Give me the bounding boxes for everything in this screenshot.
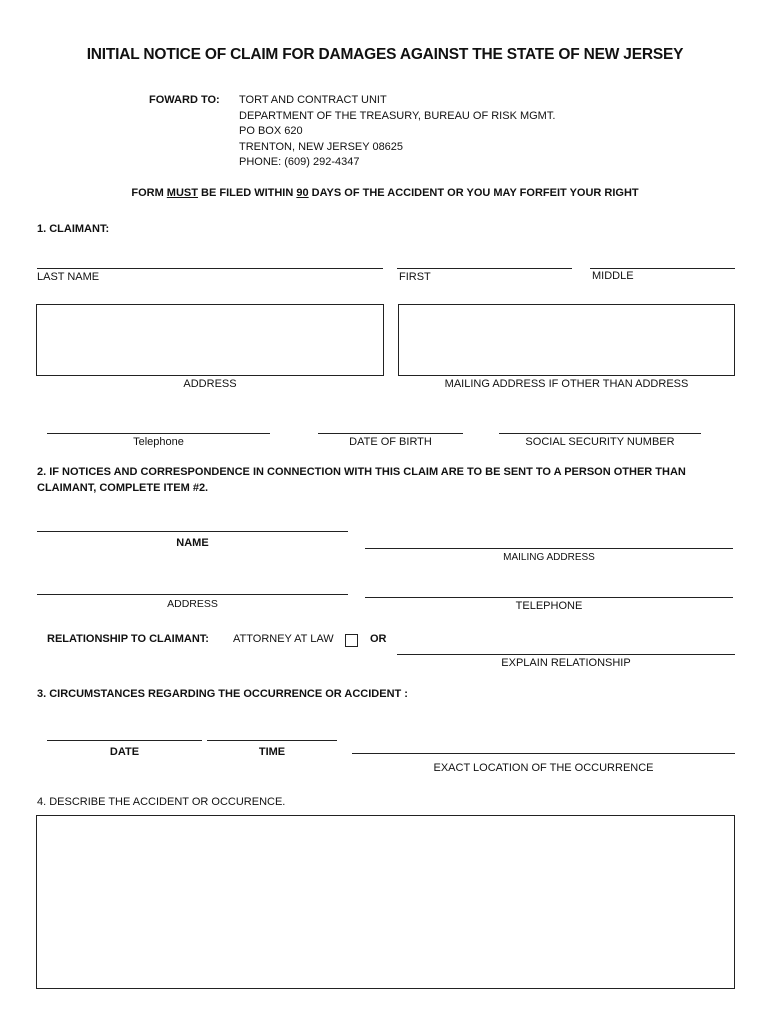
attorney-checkbox[interactable] [345, 634, 358, 647]
occurrence-location-label: EXACT LOCATION OF THE OCCURRENCE [433, 762, 654, 774]
representative-name-label: NAME [176, 537, 209, 549]
representative-telephone-label: TELEPHONE [515, 600, 583, 612]
days-emphasis: 90 [296, 187, 309, 199]
or-label: OR [370, 633, 387, 645]
ssn-field[interactable] [499, 433, 701, 434]
forward-line-3: PO BOX 620 [239, 125, 303, 137]
forward-label: FOWARD TO: [149, 94, 220, 106]
section-4-heading: 4. DESCRIBE THE ACCIDENT OR OCCURENCE. [37, 796, 286, 808]
date-of-birth-label: DATE OF BIRTH [349, 436, 432, 448]
section-3-heading: 3. CIRCUMSTANCES REGARDING THE OCCURRENCE OR ACCIDENT : [37, 688, 408, 700]
occurrence-date-label: DATE [109, 746, 140, 758]
occurrence-date-field[interactable] [47, 740, 202, 741]
representative-mailing-address-field[interactable] [365, 548, 733, 549]
forward-line-1: TORT AND CONTRACT UNIT [239, 94, 387, 106]
explain-relationship-label: EXPLAIN RELATIONSHIP [501, 657, 631, 669]
attorney-label: ATTORNEY AT LAW [233, 633, 334, 645]
first-name-label: FIRST [399, 271, 431, 283]
form-title: INITIAL NOTICE OF CLAIM FOR DAMAGES AGAINST THE STATE OF NEW JERSEY [86, 46, 684, 63]
section-1-heading: 1. CLAIMANT: [37, 223, 110, 235]
forward-line-4: TRENTON, NEW JERSEY 08625 [239, 141, 404, 153]
address-label: ADDRESS [183, 378, 237, 390]
occurrence-time-label: TIME [258, 746, 286, 758]
filing-notice: FORM MUST BE FILED WITHIN 90 DAYS OF THE ACCIDENT OR YOU MAY FORFEIT YOUR RIGHT [131, 187, 639, 199]
address-box[interactable] [36, 304, 384, 376]
forward-line-2: DEPARTMENT OF THE TREASURY, BUREAU OF RISK MGMT. [239, 110, 556, 122]
ssn-label: SOCIAL SECURITY NUMBER [525, 436, 675, 448]
accident-description-box[interactable] [36, 815, 735, 989]
representative-address-label: ADDRESS [167, 598, 218, 610]
section-2-heading-line-2: CLAIMANT, COMPLETE ITEM #2. [37, 482, 209, 494]
date-of-birth-field[interactable] [318, 433, 463, 434]
occurrence-time-field[interactable] [207, 740, 337, 741]
explain-relationship-field[interactable] [397, 654, 735, 655]
middle-name-label: MIDDLE [592, 270, 634, 282]
relationship-label: RELATIONSHIP TO CLAIMANT: [47, 633, 209, 645]
telephone-label: Telephone [133, 436, 184, 448]
section-2-heading-line-1: 2. IF NOTICES AND CORRESPONDENCE IN CONNECTION WITH THIS CLAIM ARE TO BE SENT TO A PERSON OTHER THAN [37, 466, 686, 478]
representative-mailing-address-label: MAILING ADDRESS [503, 552, 595, 563]
middle-name-field[interactable] [590, 268, 735, 269]
telephone-field[interactable] [47, 433, 270, 434]
last-name-field[interactable] [37, 268, 383, 269]
representative-address-field[interactable] [37, 594, 348, 595]
occurrence-location-field[interactable] [352, 753, 735, 754]
representative-telephone-field[interactable] [365, 597, 733, 598]
representative-name-field[interactable] [37, 531, 348, 532]
forward-line-5: PHONE: (609) 292-4347 [239, 156, 360, 168]
last-name-label: LAST NAME [37, 271, 100, 283]
mailing-address-label: MAILING ADDRESS IF OTHER THAN ADDRESS [444, 378, 689, 390]
first-name-field[interactable] [397, 268, 572, 269]
must-emphasis: MUST [166, 187, 198, 199]
mailing-address-box[interactable] [398, 304, 735, 376]
